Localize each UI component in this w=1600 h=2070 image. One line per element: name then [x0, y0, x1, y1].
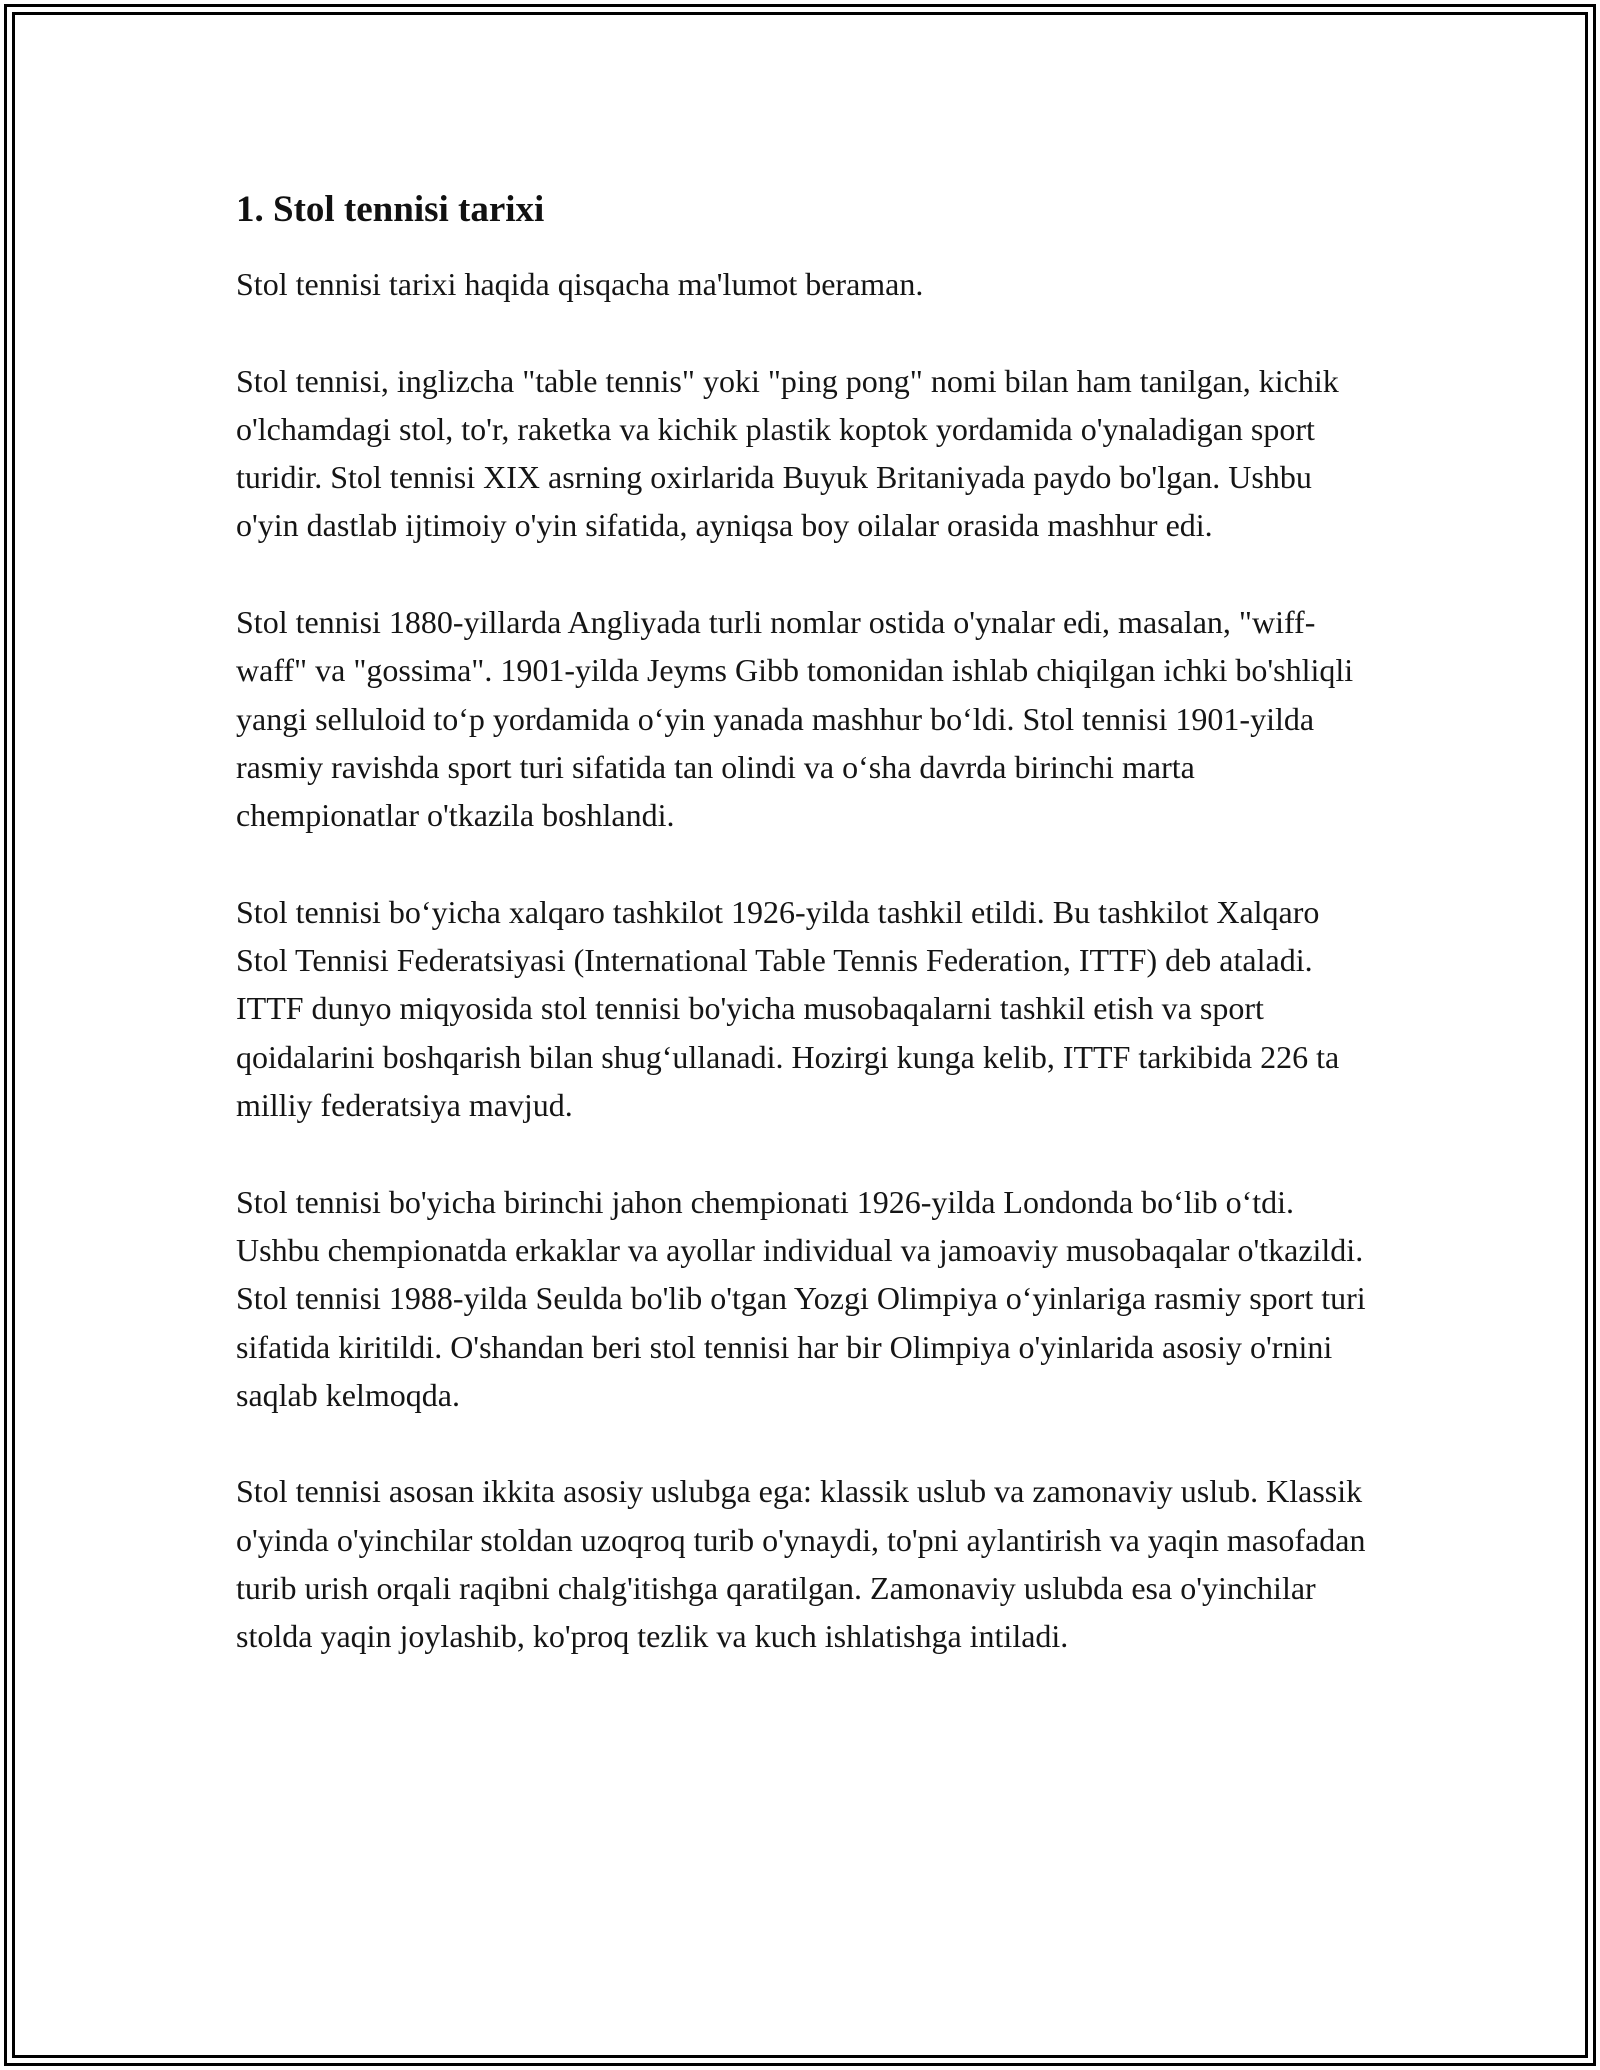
paragraph-intro: Stol tennisi tarixi haqida qisqacha ma'lumot beraman.	[236, 266, 924, 302]
paragraph-championships: Stol tennisi bo'yicha birinchi jahon chempionati 1926-yilda Londonda bo‘lib o‘tdi. Ushbu chempionatda erkaklar va ayollar individual va jamoaviy musobaqalar o'tkazildi. Stol tennisi 1988-yilda Seulda bo'lib o'tgan Yozgi Olimpiya o‘yinlariga rasmiy sport turi sifatida kiritildi. O'shandan beri stol tennisi har bir Olimpiya o'yinlarida asosiy o'rnini saqlab kelmoqda.	[236, 1183, 1366, 1413]
paragraph-styles: Stol tennisi asosan ikkita asosiy uslubga ega: klassik uslub va zamonaviy uslub. Klassik o'yinda o'yinchilar stoldan uzoqroq turib o'ynaydi, to'pni aylantirish va yaqin masofadan turib urish orqali raqibni chalg'itishga qaratilgan. Zamonaviy uslubda esa o'yinchilar stolda yaqin joylashib, ko'proq tezlik va kuch ishlatishga intiladi.	[236, 1473, 1366, 1655]
paragraph-origin: Stol tennisi, inglizcha "table tennis" yoki "ping pong" nomi bilan ham tanilgan, kichik o'lchamdagi stol, to'r, raketka va kichik plastik koptok yordamida o'ynaladigan sport turidir. Stol tennisi XIX asrning oxirlarida Buyuk Britaniyada paydo bo'lgan. Ushbu o'yin dastlab ijtimoiy o'yin sifatida, ayniqsa boy oilalar orasida mashhur edi.	[236, 362, 1339, 544]
section-heading: 1. Stol tennisi tarixi	[236, 189, 545, 230]
paragraph-early-names: Stol tennisi 1880-yillarda Angliyada turli nomlar ostida o'ynalar edi, masalan, "wiff-waff" va "gossima". 1901-yilda Jeyms Gibb tomonidan ishlab chiqilgan ichki bo'shliqli yangi selluloid to‘p yordamida o‘yin yanada mashhur bo‘ldi. Stol tennisi 1901-yilda rasmiy ravishda sport turi sifatida tan olindi va o‘sha davrda birinchi marta chempionatlar o'tkazila boshlandi.	[236, 604, 1354, 834]
paragraph-ittf: Stol tennisi bo‘yicha xalqaro tashkilot 1926-yilda tashkil etildi. Bu tashkilot Xalqaro Stol Tennisi Federatsiyasi (International Table Tennis Federation, ITTF) deb ataladi. ITTF dunyo miqyosida stol tennisi bo'yicha musobaqalarni tashkil etish va sport qoidalarini boshqarish bilan shug‘ullanadi. Hozirgi kunga kelib, ITTF tarkibida 226 ta milliy federatsiya mavjud.	[236, 893, 1340, 1124]
document-body	[236, 186, 1376, 1709]
